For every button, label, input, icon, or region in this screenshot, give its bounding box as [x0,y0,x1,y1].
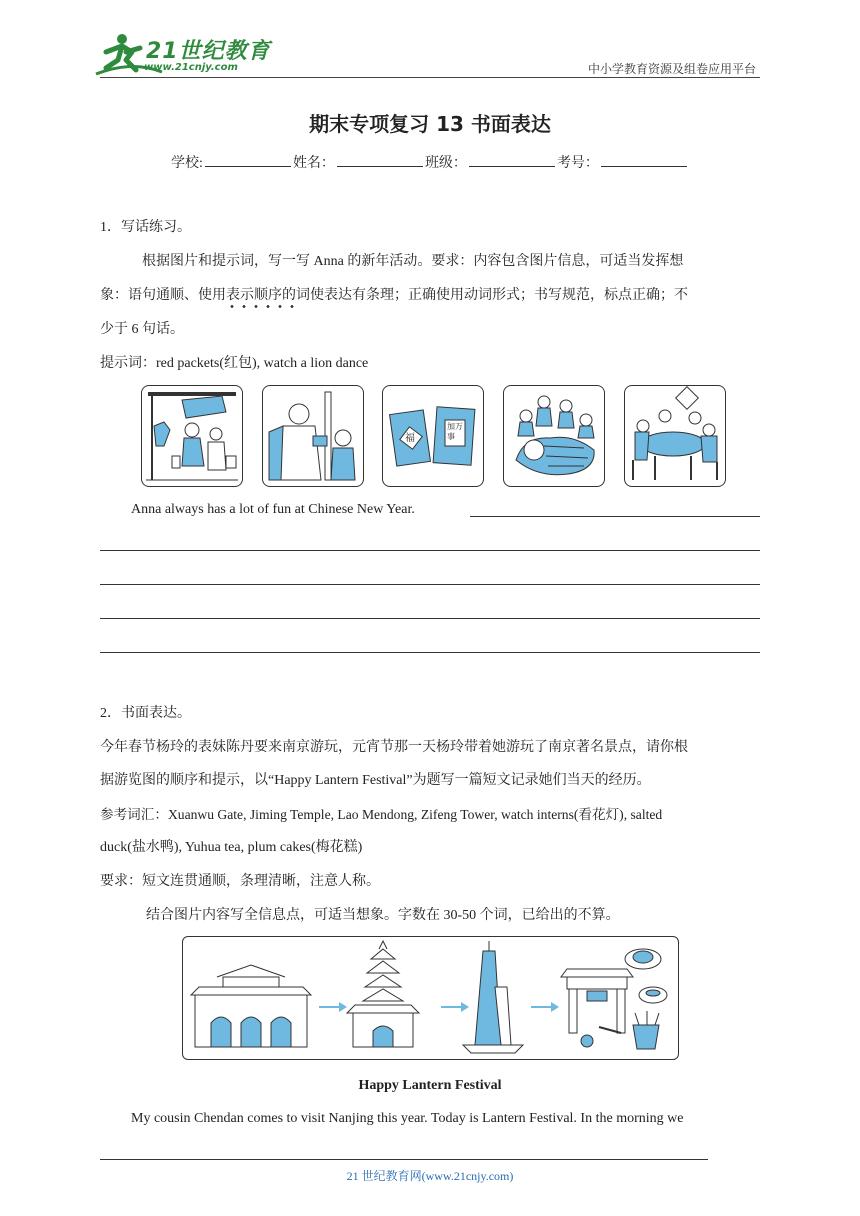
footer-divider [100,1159,708,1160]
card-wish-text: 加万事 [447,422,463,441]
salted-duck-icon [625,949,661,969]
platform-name: 中小学教育资源及组卷应用平台 [587,62,756,76]
logo-text: 21世纪教育 [146,39,271,64]
answer-line[interactable] [100,550,760,551]
exam-no-label: 考号： [556,156,599,171]
answer-line[interactable] [100,652,760,653]
couplet-cards-icon [383,386,483,486]
q2-requirement-2: 结合图片内容写全信息点，可适当想象。字数在 30-50 个词，已给出的不算。 [146,908,620,923]
q2-prompt-line1: 今年春节杨玲的表妹陈丹要来南京游玩，元宵节那一天杨玲带着她游玩了南京著名景点，请你根 [100,740,688,755]
header-divider [100,77,760,78]
jiming-temple-icon [347,941,419,1047]
q1-hint: 提示词：red packets(红包), watch a lion dance [100,356,369,371]
plum-cakes-icon [633,1011,659,1049]
answer-line[interactable] [470,516,760,517]
student-info-row [0,152,860,172]
q1-instruction-line3: 少于 6 句话。 [100,322,184,337]
q1-starter-sentence: Anna always has a lot of fun at Chinese New Year. [131,502,415,517]
zifeng-tower-icon [463,941,523,1053]
essay-title: Happy Lantern Festival [358,1078,502,1093]
site-logo [92,30,292,80]
lao-mendong-arch-icon [561,969,633,1033]
answer-line[interactable] [100,618,760,619]
answer-line[interactable] [100,584,760,585]
picture-shopping [141,385,243,487]
name-label: 姓名： [292,156,335,171]
red-packet-scene-icon [263,386,363,486]
picture-lion-dance [503,385,605,487]
essay-opening: My cousin Chendan comes to visit Nanjing this year. Today is Lantern Festival. In the morning we [131,1111,684,1126]
lantern-icon [581,1027,621,1047]
name-blank[interactable] [337,154,423,167]
class-label: 班级： [424,156,467,171]
family-dinner-scene-icon [625,386,725,486]
picture-red-packets [262,385,364,487]
q1-instr-emphasis: 表示顺序的 [226,288,296,309]
q1-instruction-line2 [100,286,688,306]
school-blank[interactable] [205,154,291,167]
shopping-scene-icon [142,386,242,486]
yuhua-tea-icon [639,987,667,1003]
picture-family-dinner [624,385,726,487]
route-illustration-icon [183,937,678,1059]
footer-text: 21 世纪教育网(www.21cnjy.com) [346,1169,514,1183]
logo-url: www.21cnjy.com [144,62,238,73]
q1-instr-part-a: 象：语句通顺、使用 [100,288,226,303]
tour-route-picture [182,936,679,1060]
q1-heading: 1．写话练习。 [100,220,191,235]
q2-requirement: 要求：短文连贯通顺，条理清晰，注意人称。 [100,874,380,889]
q2-heading: 2．书面表达。 [100,706,191,721]
q1-instruction-line1: 根据图片和提示词，写一写 Anna 的新年活动。要求：内容包含图片信息，可适当发挥想 [142,254,684,269]
q1-instr-part-b: 词使表达有条理；正确使用动词形式；书写规范，标点正确；不 [296,288,688,303]
lion-dance-scene-icon [504,386,604,486]
class-blank[interactable] [469,154,555,167]
card-fu-text: 福 [405,433,415,444]
picture-couplets [382,385,484,487]
q2-prompt-line2: 据游览图的顺序和提示，以“Happy Lantern Festival”为题写一篇短文记录她们当天的经历。 [100,773,651,788]
page-title: 期末专项复习 13 书面表达 [309,112,551,136]
exam-no-blank[interactable] [601,154,687,167]
q2-vocab-line1: 参考词汇：Xuanwu Gate, Jiming Temple, Lao Mendong, Zifeng Tower, watch interns(看花灯), salted [100,807,663,822]
school-label: 学校: [171,156,203,171]
q2-vocab-line2: duck(盐水鸭), Yuhua tea, plum cakes(梅花糕) [100,840,363,855]
xuanwu-gate-icon [191,965,311,1047]
